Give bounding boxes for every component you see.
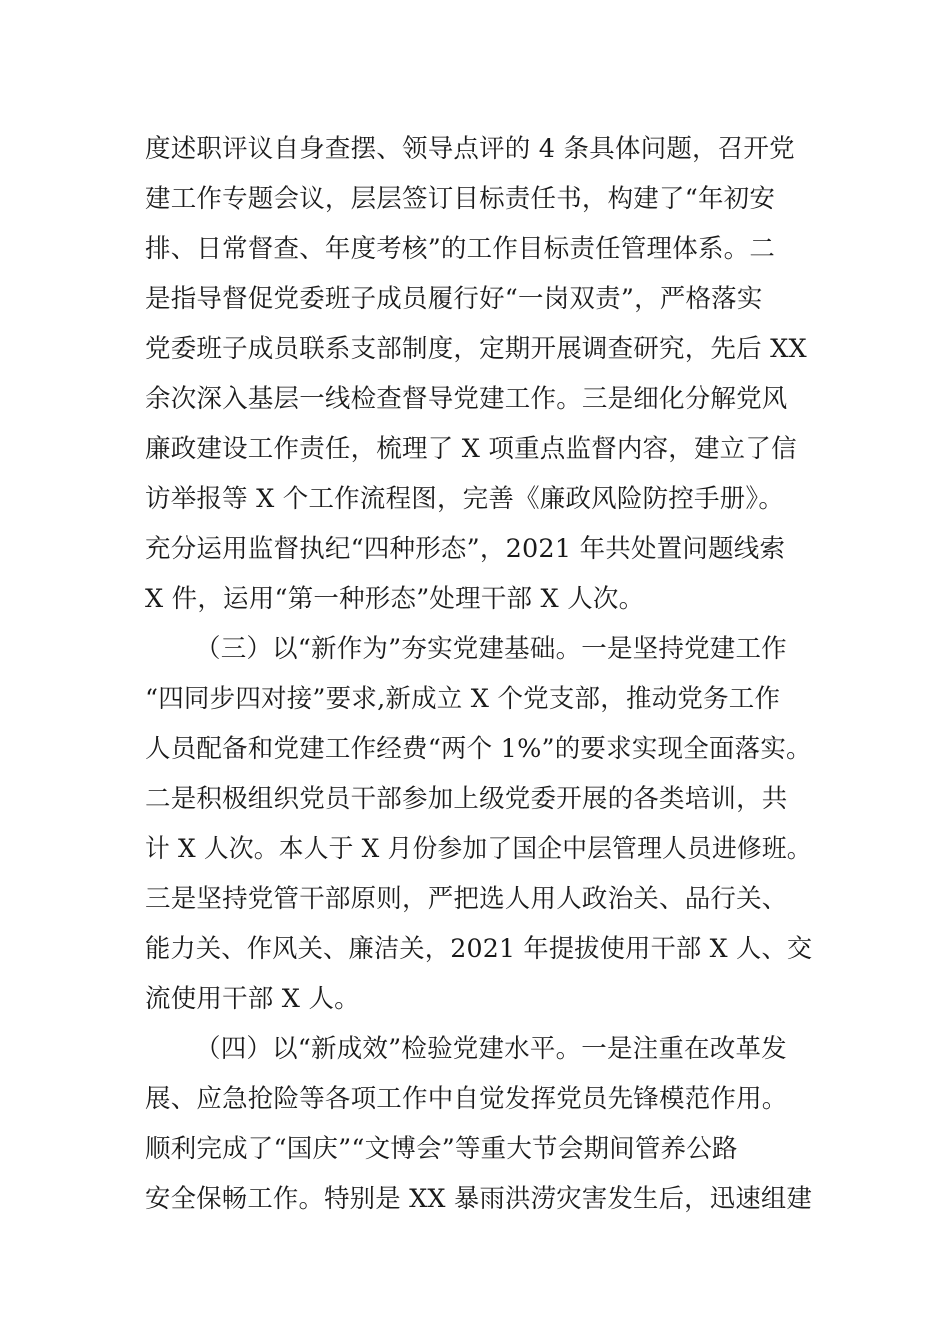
text-line-2: 建工作专题会议，层层签订目标责任书，构建了“年初安 — [145, 184, 776, 214]
text-line-12: “四同步四对接”要求,新成立 X 个党支部，推动党务工作 — [145, 684, 781, 714]
text-line-14: 二是积极组织党员干部参加上级党委开展的各类培训，共 — [145, 784, 788, 814]
text-line-18: 流使用干部 X 人。 — [145, 984, 360, 1014]
text-line-6: 余次深入基层一线检查督导党建工作。三是细化分解党风 — [145, 384, 788, 414]
text-line-17: 能力关、作风关、廉洁关，2021 年提拔使用干部 X 人、交 — [145, 934, 813, 964]
paragraph-4-first-line: （四）以“新成效”检验党建水平。一是注重在改革发 — [195, 1034, 787, 1064]
text-line-3: 排、日常督查、年度考核”的工作目标责任管理体系。二 — [145, 234, 776, 264]
text-line-22: 安全保畅工作。特别是 XX 暴雨洪涝灾害发生后，迅速组建 — [145, 1184, 813, 1214]
text-line-1: 度述职评议自身查摆、领导点评的 4 条具体问题，召开党 — [145, 134, 795, 164]
text-line-8: 访举报等 X 个工作流程图，完善《廉政风险防控手册》。 — [145, 484, 785, 514]
text-line-5: 党委班子成员联系支部制度，定期开展调查研究，先后 XX — [145, 334, 807, 364]
paragraph-3-first-line: （三）以“新作为”夯实党建基础。一是坚持党建工作 — [195, 634, 787, 664]
text-line-16: 三是坚持党管干部原则，严把选人用人政治关、品行关、 — [145, 884, 788, 914]
text-line-15: 计 X 人次。本人于 X 月份参加了国企中层管理人员进修班。 — [145, 834, 812, 864]
text-line-13: 人员配备和党建工作经费“两个 1%”的要求实现全面落实。 — [145, 734, 812, 764]
text-line-20: 展、应急抢险等各项工作中自觉发挥党员先锋模范作用。 — [145, 1084, 788, 1114]
text-line-10: X 件，运用“第一种形态”处理干部 X 人次。 — [145, 584, 645, 614]
text-line-7: 廉政建设工作责任，梳理了 X 项重点监督内容，建立了信 — [145, 434, 797, 464]
text-line-4: 是指导督促党委班子成员履行好“一岗双责”，严格落实 — [145, 284, 763, 314]
text-line-9: 充分运用监督执纪“四种形态”，2021 年共处置问题线索 — [145, 534, 786, 564]
text-line-21: 顺利完成了“国庆”“文博会”等重大节会期间管养公路 — [145, 1134, 738, 1164]
